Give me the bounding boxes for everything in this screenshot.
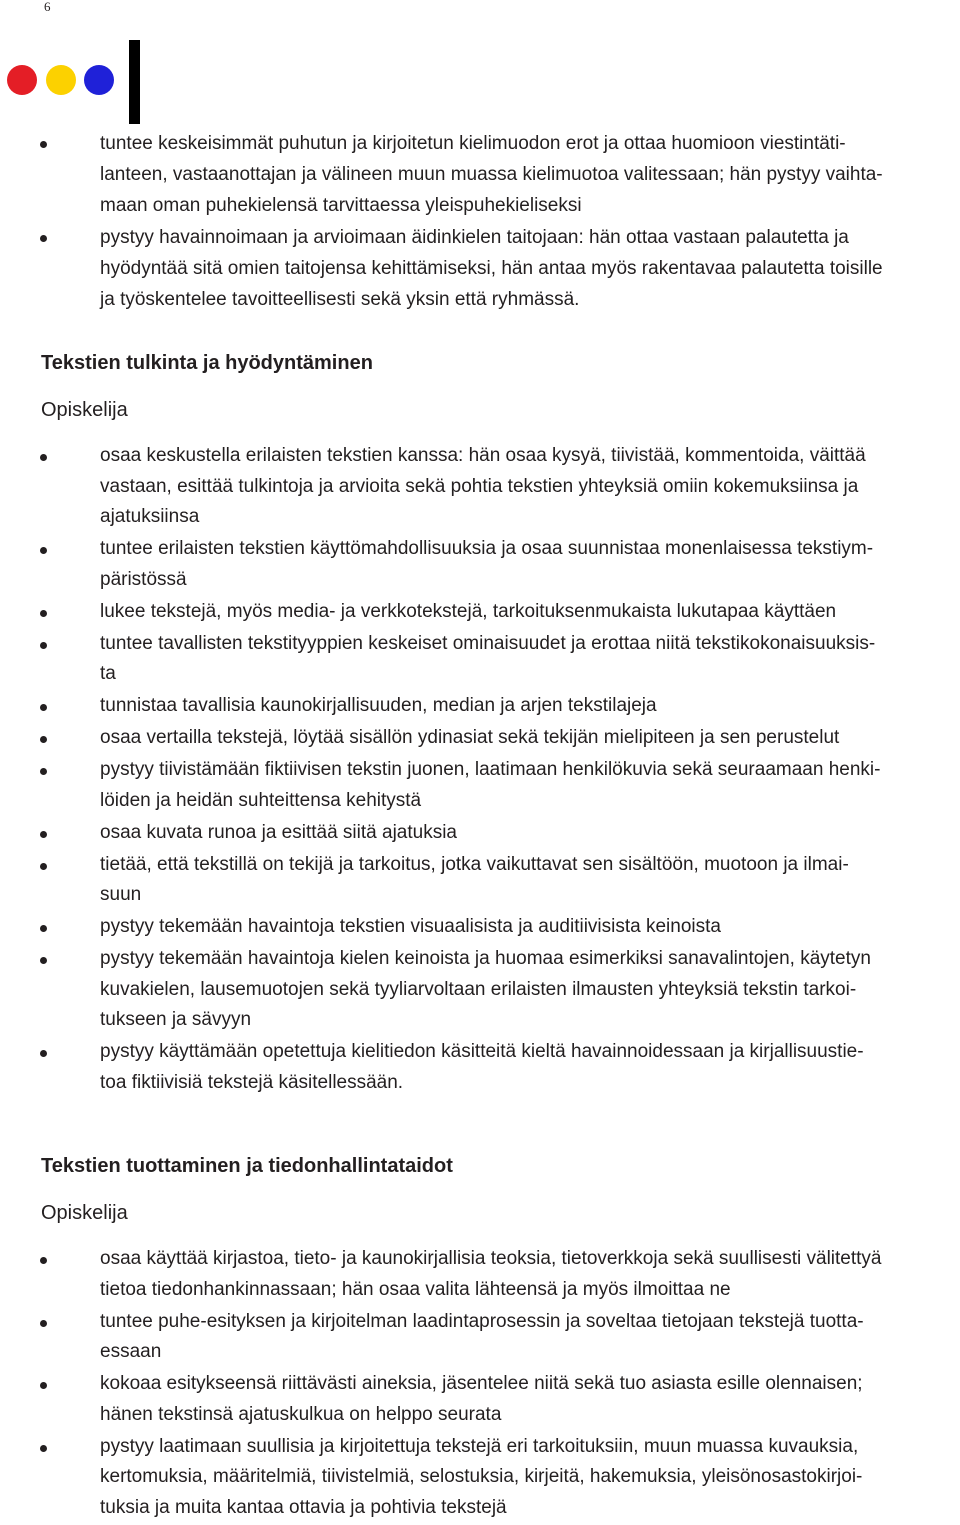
logo-bar — [129, 40, 140, 124]
list-item: tuntee puhe-esityksen ja kirjoitelman laadintaprosessin ja soveltaa tietojaan tekstejä tuotta- essaan — [0, 1307, 960, 1368]
bullet-icon — [40, 957, 47, 964]
tuottaminen-list — [0, 1244, 960, 1525]
bullet-icon — [40, 141, 47, 148]
section-subheading: Opiskelija — [41, 1202, 128, 1224]
list-item: kokoaa esitykseensä riittävästi aineksia, jäsentelee niitä sekä tuo asiasta esille olennaisen; hänen tekstinsä ajatuskulkua on helppo seurata — [0, 1369, 960, 1430]
bullet-icon — [40, 454, 47, 461]
bullet-icon — [40, 736, 47, 743]
list-item: osaa keskustella erilaisten tekstien kanssa: hän osaa kysyä, tiivistää, kommentoida, väittää vastaan, esittää tulkintoja ja arvioita sekä pohtia tekstien yhteyksiä omiin kokemuksiinsa ja ajatuksiinsa — [0, 441, 960, 533]
tulkinta-list — [0, 441, 960, 1100]
bullet-icon — [40, 925, 47, 932]
list-item: pystyy tekemään havaintoja kielen keinoista ja huomaa esimerkiksi sanavalintojen, käytetyn kuvakielen, lausemuotojen sekä tyyliarvoltaan erilaisten ilmausten yhteyksiä tekstin tarkoi- tukseen ja sävyyn — [0, 944, 960, 1036]
bullet-icon — [40, 1445, 47, 1452]
bullet-icon — [40, 1382, 47, 1389]
section-heading-tulkinta: Tekstien tulkinta ja hyödyntäminen — [41, 352, 373, 374]
list-item: osaa vertailla tekstejä, löytää sisällön ydinasiat sekä tekijän mielipiteen ja sen perustelut — [0, 723, 960, 754]
page-number: 6 — [44, 0, 51, 14]
logo — [0, 0, 160, 130]
logo-yellow-dot — [46, 65, 76, 95]
bullet-icon — [40, 547, 47, 554]
bullet-icon — [40, 863, 47, 870]
intro-list — [0, 128, 960, 316]
list-item: osaa käyttää kirjastoa, tieto- ja kaunokirjallisia teoksia, tietoverkkoja sekä suullisesti välitettyä tietoa tiedonhankinnassaan; hän osaa valita lähteensä ja myös ilmoittaa ne — [0, 1244, 960, 1305]
list-item: osaa kuvata runoa ja esittää siitä ajatuksia — [0, 818, 960, 849]
list-item: tunnistaa tavallisia kaunokirjallisuuden, median ja arjen tekstilajeja — [0, 691, 960, 722]
list-item: tuntee tavallisten tekstityyppien keskeiset ominaisuudet ja erottaa niitä tekstikokonaisuuksis- ta — [0, 629, 960, 690]
bullet-icon — [40, 1257, 47, 1264]
bullet-icon — [40, 831, 47, 838]
list-item: pystyy tiivistämään fiktiivisen tekstin juonen, laatimaan henkilökuvia sekä seuraamaan henki- löiden ja heidän suhteittensa kehitystä — [0, 755, 960, 816]
bullet-icon — [40, 642, 47, 649]
bullet-icon — [40, 610, 47, 617]
list-item: tietää, että tekstillä on tekijä ja tarkoitus, jotka vaikuttavat sen sisältöön, muotoon ja ilmai- suun — [0, 850, 960, 911]
bullet-icon — [40, 1320, 47, 1327]
bullet-icon — [40, 1050, 47, 1057]
logo-blue-dot — [84, 65, 114, 95]
list-item: pystyy tekemään havaintoja tekstien visuaalisista ja auditiivisista keinoista — [0, 912, 960, 943]
bullet-icon — [40, 235, 47, 242]
list-item: tuntee erilaisten tekstien käyttömahdollisuuksia ja osaa suunnistaa monenlaisessa tekstiym- päristössä — [0, 534, 960, 595]
section-heading-tuottaminen: Tekstien tuottaminen ja tiedonhallintataidot — [41, 1155, 453, 1177]
logo-red-dot — [7, 65, 37, 95]
bullet-icon — [40, 704, 47, 711]
list-item: tuntee keskeisimmät puhutun ja kirjoitetun kielimuodon erot ja ottaa huomioon viestintäti- lanteen, vastaanottajan ja välineen muun muassa kielimuotoa valitessaan; hän pystyy vaihta- maan oman puhekielensä tarvittaessa yleispuhekieliseksi — [0, 128, 960, 221]
bullet-icon — [40, 768, 47, 775]
list-item: pystyy havainnoimaan ja arvioimaan äidinkielen taitojaan: hän ottaa vastaan palautetta ja hyödyntää sitä omien taitojensa kehittämiseksi, hän antaa myös rakentavaa palautetta toisille ja työskentelee tavoitteellisesti sekä yksin että ryhmässä. — [0, 222, 960, 315]
section-subheading: Opiskelija — [41, 399, 128, 421]
list-item: pystyy käyttämään opetettuja kielitiedon käsitteitä kieltä havainnoidessaan ja kirjallisuustie- toa fiktiivisiä tekstejä käsitellessään. — [0, 1037, 960, 1098]
list-item: lukee tekstejä, myös media- ja verkkotekstejä, tarkoituksenmukaista lukutapaa käyttäen — [0, 597, 960, 628]
list-item: pystyy laatimaan suullisia ja kirjoitettuja tekstejä eri tarkoituksiin, muun muassa kuvauksia, kertomuksia, määritelmiä, tiivistelmiä, selostuksia, kirjeitä, hakemuksia, yleisönosastokirjoi- tuksia ja muita kantaa ottavia ja pohtivia tekstejä — [0, 1432, 960, 1524]
